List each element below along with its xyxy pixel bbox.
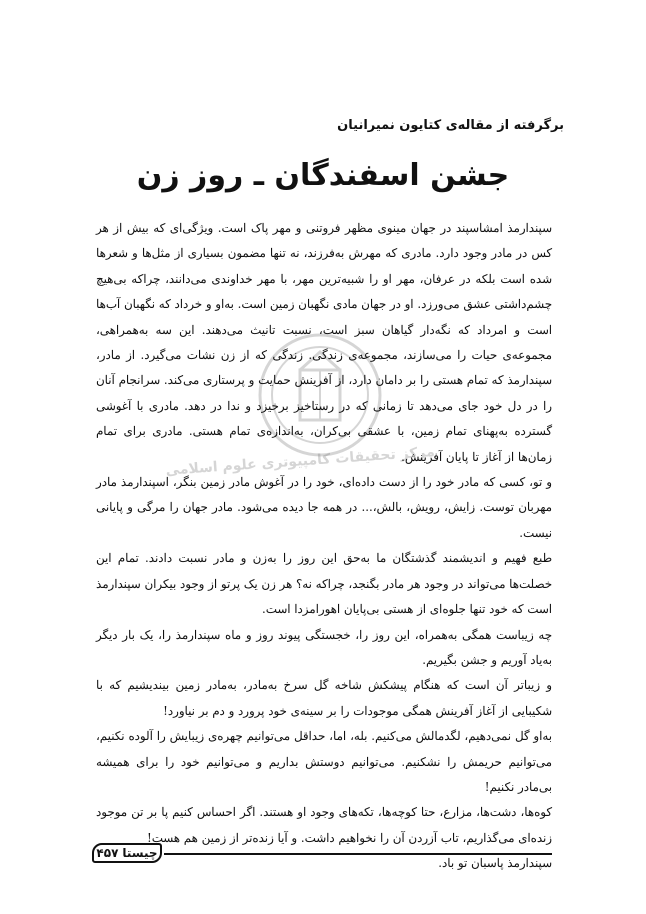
paragraph-1: سپندارمذ امشاسپند در جهان مینوی مظهر فروتنی و مهر پاک است. ویژگی‌ای که بیش از هر کس در مادر وجود دارد. مادری که مهرش به‌فرزند، نه تنها مضمون بسیاری از مثل‌ها و شعرها شده است بلکه در عرفان، مهر او را شبیه‌ترین مهر، با مهر خداوندی می‌دانند، چراکه بی‌هیچ چشم‌داشتی عشق می‌ورزد. او در جهان مادی نگهبان زمین است. به‌او و خرداد که نگهبان آب‌ها است و امرداد که نگه‌دار گیاهان سبز است، نسبت تانیث می‌دهند. این سه به‌همراهی، مجموعه‌ی حیات را می‌سازند، مجموعه‌ی زندگی. زندگی که از زن نشات می‌گیرد. از مادر، سپندارمذ که تمام هستی را بر دامان دارد، از آفرینش حمایت و پرستاری می‌کند. سرانجام آنان را در دل خود جای می‌دهد تا زمانی که در رستاخیز برخیزد و ندا در دهد. مادری با آغوشی گسترده به‌پهنای تمام زمین، با عشقی بی‌کران، به‌اندازه‌ی تمام هستی. مادری برای تمام زمان‌ها از آغاز تا پایان آفرینش. bbox=[96, 221, 552, 464]
page-title: جشن اسفندگان ـ روز زن bbox=[136, 158, 510, 193]
page-number: ۴۵۷ bbox=[96, 846, 119, 860]
magazine-name: چیستا bbox=[122, 846, 158, 860]
paragraph-2: و تو، کسی که مادر خود را از دست داده‌ای، خود را در آغوش مادر زمین بنگر، اسپندارمذ مادر مهربان توست. زایش، رویش، بالش،... در همه جا دیده می‌شود. مادر جهان را مرگی و پایانی نیست. bbox=[96, 475, 552, 540]
footer-badge bbox=[92, 843, 162, 863]
watermark-text: مرکز تحقیقات کامپیوتری علوم اسلامی bbox=[165, 443, 436, 479]
paragraph-5: و زیباتر آن است که هنگام پیشکش شاخه گل سرخ به‌مادر، به‌مادر زمین بیندیشیم که با شکیبایی از آغاز آفرینش همگی موجودات را بر سینه‌ی خود پرورد و دم بر نیاورد! bbox=[96, 678, 552, 718]
source-line: برگرفته از مقاله‌ی کتایون نمیرانیان bbox=[337, 118, 564, 133]
paragraph-4: چه زیباست همگی به‌همراه، این روز را، خجستگی پیوند روز و ماه سپندارمذ را، یک بار دیگر به‌یاد آوریم و جشن بگیریم. bbox=[96, 627, 552, 667]
paragraph-8: سپندارمذ پاسبان تو باد. bbox=[438, 856, 552, 871]
paragraph-6: به‌او گل نمی‌دهیم، لگدمالش می‌کنیم. بله، اما، حداقل می‌توانیم چهره‌ی زیبایش را آلوده نکنیم، می‌توانیم حریمش را نشکنیم. می‌توانیم دوستش بداریم و می‌توانیم خود را برای همیشه بی‌مادر نکنیم! bbox=[96, 729, 552, 794]
paragraph-3: طبع فهیم و اندیشمند گذشتگان ما به‌حق این روز را به‌زن و مادر نسبت دادند. تمام این خصلت‌ها می‌تواند در وجود هر مادر بگنجد، چراکه نه؟ هر زن یک پرتو از وجود بیکران سپندارمذ است که خود تنها جلوه‌ای از هستی بی‌پایان اهورامزدا است. bbox=[96, 551, 552, 617]
article-body bbox=[96, 216, 552, 877]
footer-rule bbox=[164, 853, 552, 855]
paragraph-7: کوه‌ها، دشت‌ها، مزارع، حتا کوچه‌ها، تکه‌های وجود او هستند. اگر احساس کنیم پا بر تن موجود زنده‌ای می‌گذاریم، تاب آزردن آن را نخواهیم داشت. و آیا زنده‌تر از زمین هم هست! bbox=[96, 805, 552, 845]
